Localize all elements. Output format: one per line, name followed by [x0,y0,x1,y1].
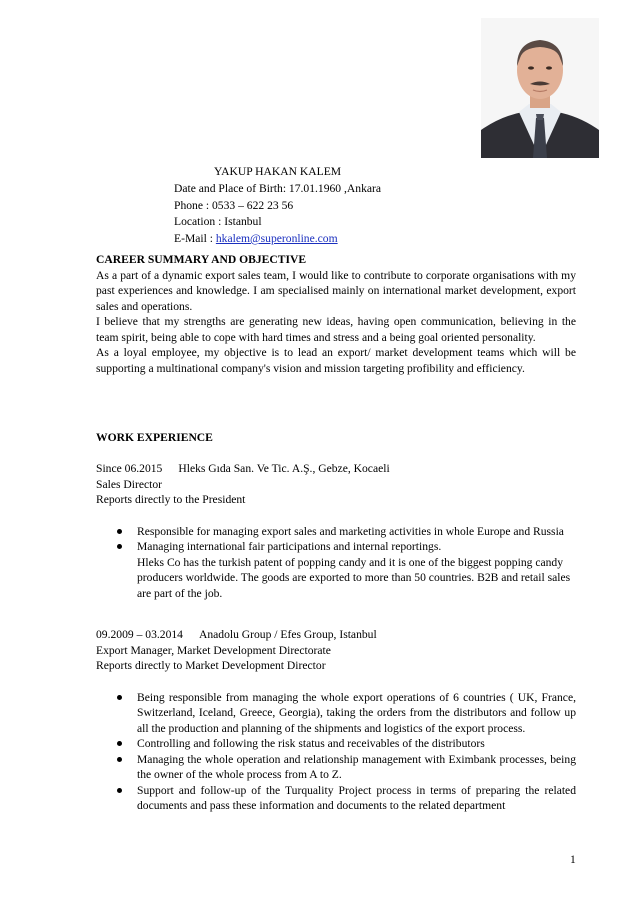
job-company: Hleks Gıda San. Ve Tic. A.Ş., Gebze, Kocaeli [178,462,390,475]
job-note: Hleks Co has the turkish patent of popping candy and it is one of the biggest popping candy producers worldwide. The goods are exported to more than 50 countries. B2B and retail sales are part of the job. [137,555,571,600]
job-role: Sales Director [96,477,162,491]
job-period: 09.2009 – 03.2014 [96,628,183,641]
job-entry [96,461,576,601]
job-reports: Reports directly to the President [96,493,246,506]
bullet-icon [117,757,122,762]
career-summary-heading: CAREER SUMMARY AND OBJECTIVE [96,253,307,266]
email-link[interactable]: hkalem@superonline.com [215,232,338,245]
job-bullet-list [96,524,576,555]
career-paragraph: As a loyal employee, my objective is to lead an export/ market development teams which will be supporting a multinational company's vision and mission targeting profibility and efficiency. [96,346,576,375]
bullet-item: Managing the whole operation and relationship management with Eximbank processes, being the owner of the whole process from A to Z. [96,752,576,783]
job-role: Export Manager, Market Development Directorate [96,643,331,657]
job-reports: Reports directly to Market Development Director [96,659,326,672]
bullet-item: Controlling and following the risk status and receivables of the distributors [96,736,576,752]
phone-info: Phone : 0533 – 622 23 56 [174,199,294,212]
bullet-icon [117,529,122,534]
candidate-name: YAKUP HAKAN KALEM [214,165,342,178]
work-experience-heading: WORK EXPERIENCE [96,431,213,444]
career-paragraph: As a part of a dynamic export sales team, I would like to contribute to corporate organisations with my past experiences and knowledge. I am specialised mainly on international market development, export sales and operations. [96,268,576,313]
bullet-icon [117,695,122,700]
job-header [96,461,576,477]
email-label: E-Mail : [174,232,216,245]
job-company: Anadolu Group / Efes Group, Istanbul [198,628,377,641]
portrait-illustration [481,18,599,158]
location-info: Location : Istanbul [174,215,262,228]
bullet-item: Support and follow-up of the Turquality Project process in terms of preparing the related documents and pass these information and documents to the related department [96,783,576,814]
career-paragraph: I believe that my strengths are generating new ideas, having open communication, believing in the team spirit, being able to cope with hard times and stress and a being goal oriented personality. [96,315,576,344]
bullet-icon [117,788,122,793]
job-header [96,627,576,643]
bullet-item: Managing international fair participations and internal reportings. [96,539,576,555]
job-entry [96,627,576,814]
bullet-item: Being responsible from managing the whole export operations of 6 countries ( UK, France, Switzerland, Iceland, Greece, Georgia), taking the orders from the distributors and follow up all the production and planning of the shipments and logistics of the export process. [96,690,576,737]
bullet-icon [117,741,122,746]
page-number: 1 [570,853,576,866]
profile-photo [481,18,599,158]
career-summary-section [96,252,576,376]
job-bullet-list [96,690,576,814]
email-line [174,231,338,247]
birth-info: Date and Place of Birth: 17.01.1960 ,Ankara [174,182,382,195]
bullet-item: Responsible for managing export sales and marketing activities in whole Europe and Russia [96,524,576,540]
job-period: Since 06.2015 [96,462,163,475]
bullet-icon [117,544,122,549]
